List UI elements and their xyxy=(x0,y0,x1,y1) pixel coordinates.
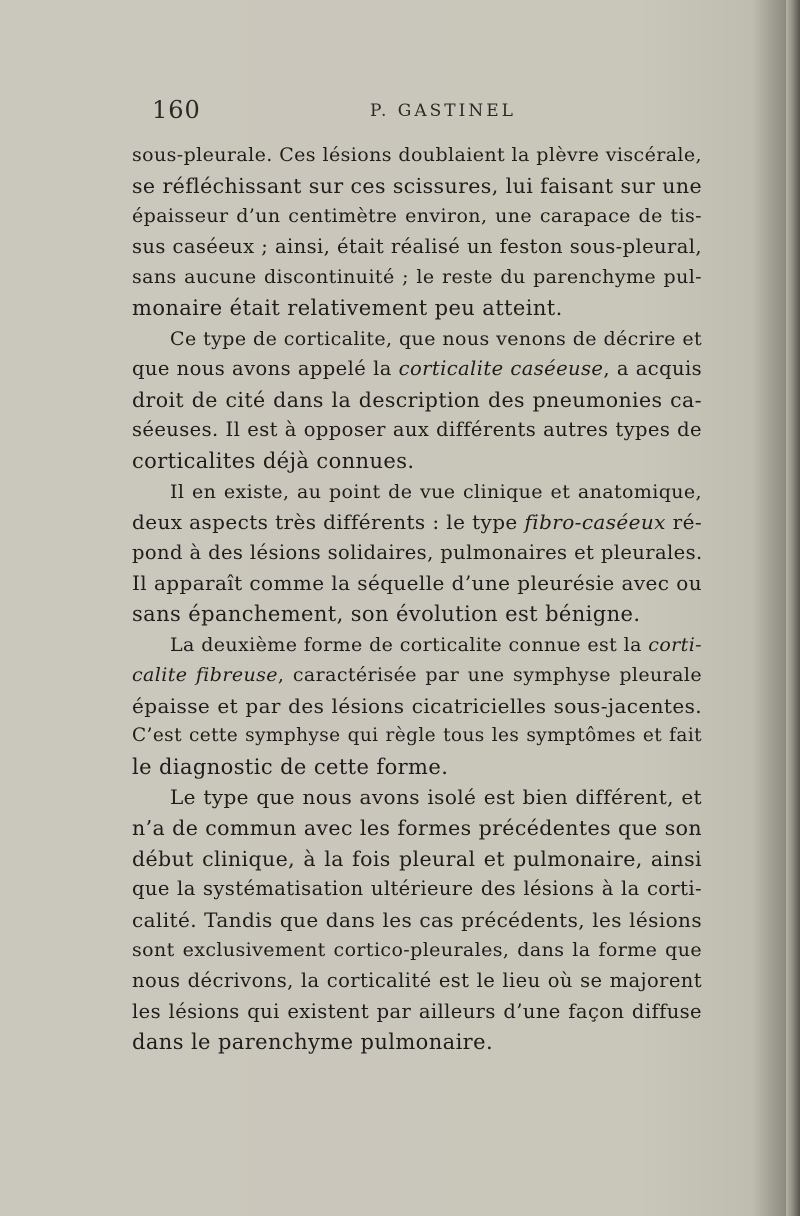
text-line: se réfléchissant sur ces scissures, lui faisant sur une xyxy=(132,173,702,198)
text-line: épaisse et par des lésions cicatricielles sous-jacentes. xyxy=(132,693,702,718)
text-line: le diagnostic de cette forme. xyxy=(132,754,449,779)
text-line: sans aucune discontinuité ; le reste du parenchyme pul- xyxy=(132,266,702,289)
text-line: pond à des lésions solidaires, pulmonaires et pleurales. xyxy=(132,540,703,564)
page-edge-shadow xyxy=(786,0,800,1216)
italic-term: fibro-caséeux xyxy=(524,510,666,535)
text-line: sus caséeux ; ainsi, était réalisé un feston sous-pleural, xyxy=(132,234,702,258)
text-line: que la systématisation ultérieure des lésions à la corti- xyxy=(132,877,702,901)
text-line: Le type que nous avons isolé est bien différent, et xyxy=(170,785,702,810)
text-line: La deuxième forme de corticalite connue est la corti- xyxy=(170,633,702,656)
running-header: P. GASTINEL xyxy=(370,101,516,121)
italic-term: corti- xyxy=(648,633,702,656)
italic-term: corticalite caséeuse xyxy=(398,357,604,381)
text-line: corticalites déjà connues. xyxy=(132,448,415,473)
text-line: calite fibreuse, caractérisée par une symphyse pleurale xyxy=(132,664,703,687)
text-line: n’a de commun avec les formes précédentes que son xyxy=(132,816,702,841)
page-number: 160 xyxy=(152,96,201,124)
text-line: Il en existe, au point de vue clinique et anatomique, xyxy=(170,480,702,503)
text-line: monaire était relativement peu atteint. xyxy=(132,295,563,320)
text-line: droit de cité dans la description des pneumonies ca- xyxy=(132,387,702,412)
text-line: dans le parenchyme pulmonaire. xyxy=(132,1030,494,1055)
text-line: calité. Tandis que dans les cas précédents, les lésions xyxy=(132,907,702,932)
text-line: épaisseur d’un centimètre environ, une carapace de tis- xyxy=(132,205,702,228)
text-line: deux aspects très différents : le type fibro-caséeux ré- xyxy=(132,510,702,535)
text-line: début clinique, à la fois pleural et pulmonaire, ainsi xyxy=(132,846,702,871)
text-line: sans épanchement, son évolution est bénigne. xyxy=(132,601,641,626)
text-line: sous-pleurale. Ces lésions doublaient la plèvre viscérale, xyxy=(132,144,702,166)
text-line: sont exclusivement cortico-pleurales, dans la forme que xyxy=(132,939,702,962)
text-line: que nous avons appelé la corticalite caséeuse, a acquis xyxy=(132,357,702,381)
text-line: C’est cette symphyse qui règle tous les symptômes et fait xyxy=(132,725,702,747)
text-line: nous décrivons, la corticalité est le lieu où se majorent xyxy=(132,969,702,993)
text-line: les lésions qui existent par ailleurs d’une façon diffuse xyxy=(132,999,702,1023)
italic-term: calite fibreuse xyxy=(132,664,278,687)
text-line: Il apparaît comme la séquelle d’une pleurésie avec ou xyxy=(132,571,702,596)
body-text xyxy=(132,140,702,1058)
text-line: Ce type de corticalite, que nous venons de décrire et xyxy=(170,327,702,350)
text-line: séeuses. Il est à opposer aux différents autres types de xyxy=(132,418,702,442)
